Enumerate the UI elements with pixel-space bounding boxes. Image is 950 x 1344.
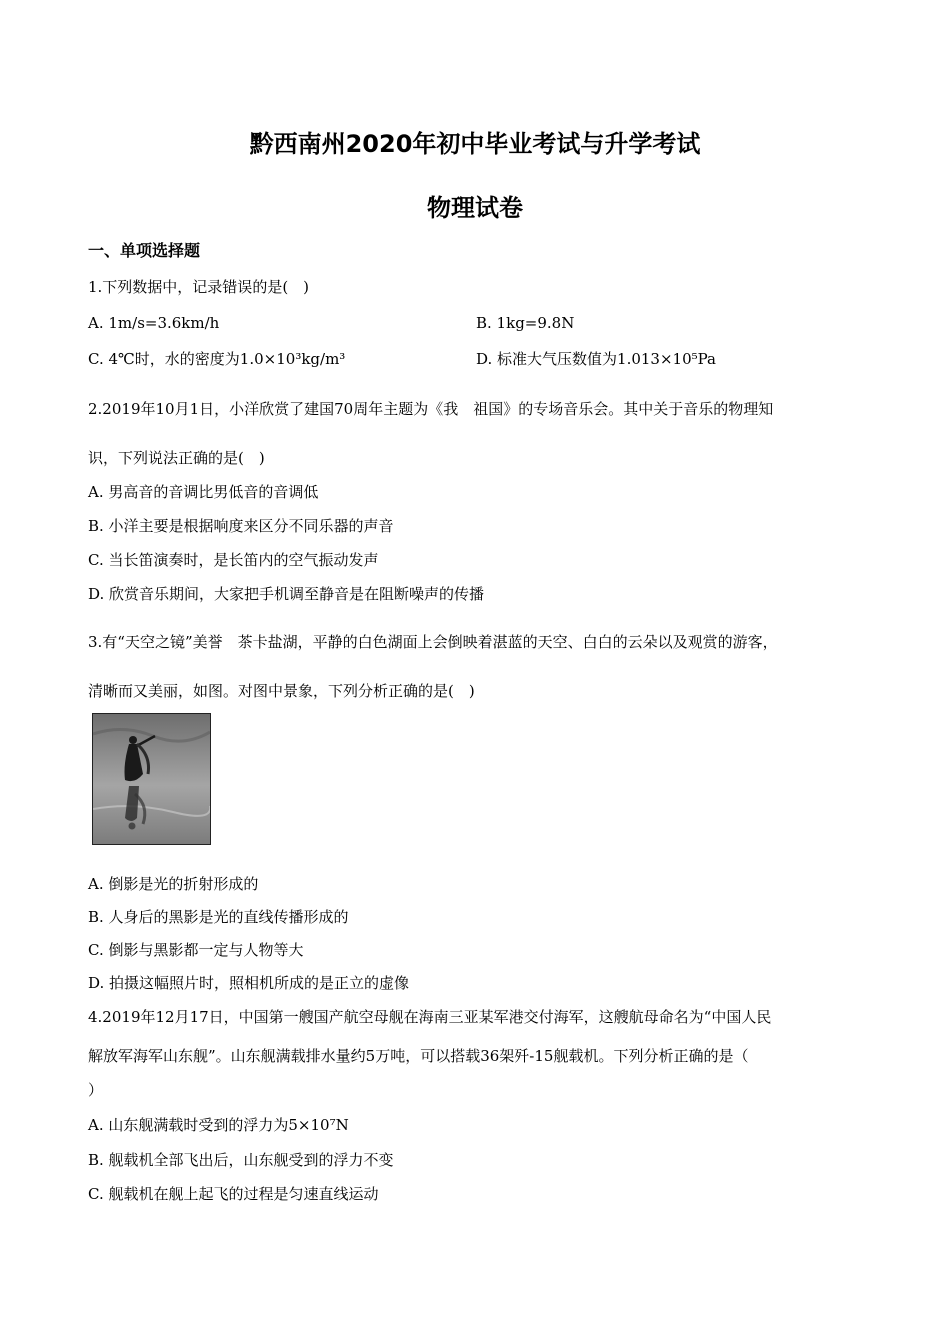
question-4-stem-line2: 解放军海军山东舰”。山东舰满载排水量约5万吨，可以搭载36架歼-15舰载机。下列分析正确的是（	[88, 1047, 749, 1065]
question-3-option-c: C. 倒影与黑影都一定与人物等大	[88, 941, 304, 959]
page-subtitle: 物理试卷	[427, 194, 523, 222]
question-2-option-d: D. 欣赏音乐期间，大家把手机调至静音是在阻断噪声的传播	[88, 585, 485, 603]
question-3-option-d: D. 拍摄这幅照片时，照相机所成的是正立的虚像	[88, 974, 410, 992]
question-4-option-c: C. 舰载机在舰上起飞的过程是匀速直线运动	[88, 1185, 379, 1203]
question-4-option-b: B. 舰载机全部飞出后，山东舰受到的浮力不变	[88, 1151, 394, 1169]
question-2-option-b: B. 小洋主要是根据响度来区分不同乐器的声音	[88, 517, 394, 535]
question-2-stem-line2: 识，下列说法正确的是( )	[88, 449, 265, 467]
salt-lake-reflection-photo	[92, 713, 211, 845]
question-1-option-c: C. 4℃时，水的密度为1.0×10³kg/m³	[88, 350, 346, 368]
question-1-option-b: B. 1kg=9.8N	[476, 314, 575, 332]
question-1-option-d: D. 标准大气压数值为1.013×10⁵Pa	[476, 350, 717, 368]
question-4-stem-line3: ）	[88, 1081, 104, 1099]
question-2-option-c: C. 当长笛演奏时，是长笛内的空气振动发声	[88, 551, 379, 569]
question-3-option-b: B. 人身后的黑影是光的直线传播形成的	[88, 908, 349, 926]
question-3-option-a: A. 倒影是光的折射形成的	[88, 875, 259, 893]
question-3-stem-line2: 清晰而又美丽，如图。对图中景象，下列分析正确的是( )	[88, 682, 475, 700]
page-title: 黔西南州2020年初中毕业考试与升学考试	[249, 130, 701, 158]
question-4-stem-line1: 4.2019年12月17日，中国第一艘国产航空母舰在海南三亚某军港交付海军，这艘航母命名为“中国人民	[88, 1008, 772, 1026]
question-2-stem-line1: 2.2019年10月1日，小洋欣赏了建国70周年主题为《我 祖国》的专场音乐会。其中关于音乐的物理知	[88, 400, 774, 418]
photo-illustration	[93, 714, 210, 844]
question-2-option-a: A. 男高音的音调比男低音的音调低	[88, 483, 319, 501]
question-1-option-a: A. 1m/s=3.6km/h	[88, 314, 220, 332]
section-heading: 一、单项选择题	[88, 241, 201, 260]
question-4-option-a: A. 山东舰满载时受到的浮力为5×10⁷N	[88, 1116, 349, 1134]
question-1-stem: 1.下列数据中，记录错误的是( )	[88, 278, 310, 296]
question-3-stem-line1: 3.有“天空之镜”美誉 茶卡盐湖，平静的白色湖面上会倒映着湛蓝的天空、白白的云朵以及观赏的游客，	[88, 633, 778, 651]
